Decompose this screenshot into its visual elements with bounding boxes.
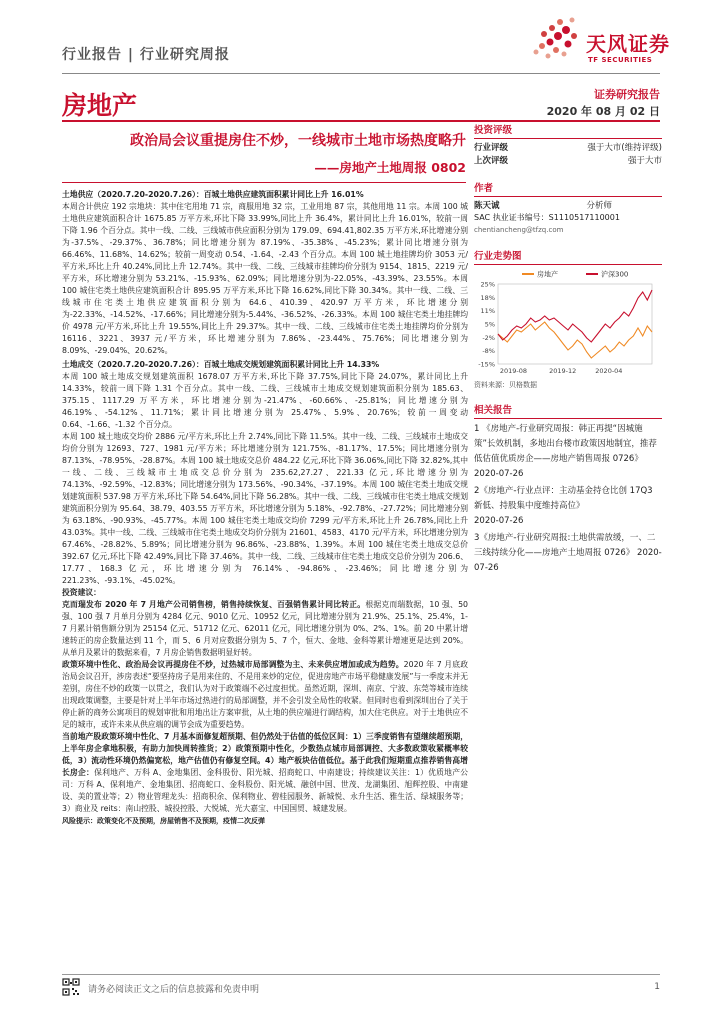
paragraph-text: 本周合计供应 192 宗地块：其中住宅用地 71 宗，商服用地 32 宗，工业用地 87 宗，其他用地 11 宗。本周 100 城土地供应建筑面积合计 1675.85 万平方米,环比下降 33.99%,同比上升 36.4%，累计同比上升 16.01%，较前一周下降 1.96 个百分点。其中一线、二线、三线城市供应面积分别为 179.09、694.41,802.35 万平方米,环比增速分别为-37.5%、-29.37%、36.78%；同比增速分别为 87.19%、-35.38%、-45.23%；累计同比增速分别为 66.46%、11.68%、14.62%；较前一周变动 0.54、-1.64、-2.43 个百分点。本周 100 城土地挂牌均价 3053 元/平方米,环比上升 40.24%,同比上升 12.74%。其中一线、二线、三线城市挂牌均价分别为 9154、1815、2219 元/平方米，环比增速分别为 53.21%、-15.93%、62.09%；同比增速分别为-22.05%、-43.39%、23.55%。本周 100 城住宅类土地供应建筑面积合计 895.95 万平方米,环比下降 16.62%,同比下降 30.34%。其中一线、二线、三线城市住宅类土地供应建筑面积分别为 64.6、410.39、420.97 万平方米，环比增速分别为-22.33%、-14.52%、-17.66%；同比增速分别为-5.44%、-36.52%、-26.33%。本周 100 城住宅类土地挂牌均价 4978 元/平方米,环比上升 19.55%,同比上升 29.37%。其中一线、二线、三线城市住宅类土地挂牌均价分别为 16116、3221、3937 元/平方米，环比增速分别为 7.86%、-23.44%、75.76%；同比增速分别为 8.09%、-29.04%、20.62%。 (62, 202, 468, 355)
logo-text-en: TF SECURITIES (588, 56, 653, 64)
y-tick-label: 18% (480, 293, 495, 302)
company-logo (528, 12, 698, 72)
sidebar (474, 122, 662, 578)
y-tick-label: -2% (482, 333, 495, 342)
paragraph-text: 保利地产、万科 A、金地集团、金科股份、阳光城、招商蛇口、中南建设；持续建议关注：1）优质地产公司：万科 A、保利地产、金地集团、招商蛇口、金科股份、阳光城、融创中国、世茂、龙湖集团、旭辉控股、中南建设、美的置业等；2）物业管理龙头：招商积余、保利物业、碧桂园服务、新城悦、永升生活、雅生活、绿城服务等；3）商业及 reits：南山控股、城投控股、大悦城、光大嘉宝、中国国贸、城建发展。 (62, 768, 469, 813)
sub-title: ——房地产土地周报 0802 (314, 160, 466, 175)
paragraph-policy (62, 659, 468, 731)
related-report[interactable] (474, 422, 662, 482)
y-tick-label: 11% (480, 307, 495, 316)
paragraph-transaction (62, 359, 468, 431)
related-report[interactable] (474, 484, 662, 529)
logo-dots-icon (528, 12, 582, 66)
chart-source: 资料来源：贝格数据 (474, 381, 537, 389)
rating-heading: 投资评级 (474, 122, 662, 139)
x-tick-label: 2020-04 (595, 367, 623, 375)
paragraph-lead-tail: 4）地产板块估值低位。基于此我们短期重点推荐销售高增长房企： (62, 756, 468, 777)
author-heading: 作者 (474, 180, 662, 197)
related-report[interactable] (474, 531, 662, 576)
report-type: 证券研究报告 (594, 88, 660, 101)
sector-title: 房地产 (62, 91, 138, 120)
y-tick-label: 25% (480, 280, 495, 289)
paragraph-price: 本周 100 城土地成交均价 2886 元/平方米,环比上升 2.74%,同比下降 11.5%。其中一线、二线、三线城市土地成交均价分别为 12693、727、1981 元/平方米；环比增速分别为 121.75%、-81.17%、17.5%；同比增速分别为 87.13%、-78.95%、-28.87%。本周 100 城土地成交总价 484.22 亿元,环比下降 36.06%,同比下降 32.82%,其中一线、二线、三线城市土地成交总价分别为 235.62,27.27、221.33 亿元,环比增速分别为 74.13%、-92.59%、-12.83%；同比增速分别为 173.56%、-90.34%、-37.19%。本周 100 城住宅类土地成交规划建筑面积 537.98 万平方米,环比下降 54.64%,同比下降 56.28%。其中一线、二线、三线城市住宅类土地成交规划建筑面积分别为 95.64、38.79、403.55 万平方米，环比增速分别为 5.18%、-92.78%、-27.72%；同比增速分别为 63.18%、-90.93%、-45.77%。本周 100 城住宅类土地成交均价 7299 元/平方米,环比上升 26.78%,同比上升 43.03%。其中一线、二线、三线城市住宅类土地成交均价分别为 21601、4583、4170 元/平方米，环比增速分别为 67.46%、-28.82%、5.89%；同比增速分别为 96.86%、-23.88%、1.39%。本周 100 城住宅类土地成交总价 392.67 亿元,环比下降 42.49%,同比下降 37.46%。其中一线、二线、三线城市住宅类土地成交总价分别为 206.6、17.77、168.3 亿元，环比增速分别为 76.14%、-94.86%、-23.46%；同比增速分别为 221.23%、-93.1%、-45.02%。 (62, 432, 468, 585)
related-report-date: 2020-07-26 (474, 469, 524, 479)
related-report-title[interactable]: 2《房地产-行业点评：主动基金持仓比创 17Q3 新低、持股集中度维持高位》 (474, 486, 653, 511)
report-category: 行业报告 | 行业研究周报 (62, 47, 230, 63)
main-title: 政治局会议重提房住不炒，一线城市土地市场热度略升 (130, 133, 466, 149)
author-email[interactable]: chentiancheng@tfzq.com (474, 226, 564, 234)
paragraph-text: 2020 年 7 月底政治局会议召开，涉房表述“要坚持房子是用来住的、不是用来炒的定位，促进房地产市场平稳健康发展”与一季度末并无差别，房住不炒的政策一以贯之，我们认为对于政策端不必过度担忧。虽然近期，深圳、南京、宁波、东莞等城市连续出现政策调整，主要是针对上半年市场过热进行的局部调整，并不会引发全局性的收紧。但同时也看到深圳出台了关于停止新的商务公寓项目的规划审批和用地出让方案审批，从土地的供应端进行调结构，加大住宅供应。对于土地供应不足的城市，或许未来从供应端的调节会成为重要趋势。 (62, 660, 468, 729)
trend-chart-svg (474, 268, 662, 378)
footer-divider (62, 974, 660, 975)
y-tick-label: -15% (478, 360, 495, 369)
paragraph-lead: 当前地产股政策环境中性化、7 月基本面修复超预期、但仍然处于估值的低位区间：1）三季度销售有望继续超预期，上半年房企拿地积极，有助力加快周转推货；2）政策预期中性化，少数热点城市局部调控、大多数政策收紧概率较低，3）流动性环境仍然偏宽松，地产估值仍有修复空间。 (62, 732, 468, 765)
rating-row (474, 142, 662, 155)
author-row (474, 200, 662, 212)
y-tick-label: -8% (482, 347, 495, 356)
paragraph-lead: 政策环境中性化、政治局会议再提房住不炒，过热城市局部调整为主、未来供应增加或成为趋势。 (62, 660, 404, 669)
x-tick-label: 2019-12 (549, 367, 577, 375)
rating-value: 强于大市(维持评级) (587, 143, 662, 153)
paragraph-lead: 克而瑞发布 2020 年 7 月地产公司销售榜，销售持续恢复、百强销售累计同比转正。 (62, 600, 366, 609)
paragraph-text: 根据克而瑞数据，10 强、50 强、100 强 7 月单月分别为 4284 亿元、9010 亿元、10952 亿元，同比增速分别为 21.9%、25.1%、25.4%，1-7 月累计销售额分别为 25154 亿元、51712 亿元、62011 亿元，同比增速分别为 0%、2%、1%。前 20 中累计增速转正的房企数量达到 11 个，而 5、6 月对应数据分别为 5、7 个，恒大、金地、金科等累计增速更是达到 20%。从单月及累计的数据来看，7 月房企销售数据明显好转。 (62, 600, 468, 657)
related-report-date: 2020-07-26 (474, 516, 524, 526)
paragraph-sales (62, 599, 468, 659)
rating-row (474, 155, 662, 168)
logo-text: 天风证券 (586, 32, 670, 56)
trend-chart (474, 268, 662, 378)
header-divider (62, 73, 660, 74)
related-heading: 相关报告 (474, 402, 662, 419)
trend-heading: 行业走势图 (474, 248, 662, 265)
series-line-csi300 (498, 290, 652, 342)
x-tick-label: 2019-08 (499, 367, 527, 375)
y-tick-label: 5% (484, 320, 495, 329)
rating-label: 上次评级 (474, 156, 509, 166)
related-report-title[interactable]: 1 《房地产-行业研究周报：韩正再提“因城施策”长效机制，多地出台楼市政策因地制宜，推荐低估值优质房企——房地产销售周报 0726》 (474, 424, 657, 464)
risk-note: 风险提示：政策变化不及预期，房屋销售不及预期，疫情二次反弹 (62, 817, 265, 825)
rating-label: 行业评级 (474, 143, 509, 153)
chart-frame (498, 284, 652, 364)
related-report-title[interactable]: 3《房地产-行业研究周报:土地供需放缓，一、二三线持续分化——房地产土地周报 0726》 (474, 533, 656, 558)
author-role: 分析师 (586, 201, 612, 211)
paragraph-lead: 土地成交（2020.7.20-2020.7.26）：百城土地成交规划建筑面积累计同比上升 14.33% (62, 360, 380, 369)
page-number: 1 (654, 982, 660, 992)
legend-label: 沪深300 (601, 270, 629, 279)
report-date: 2020 年 08 月 02 日 (546, 105, 660, 118)
legend-label: 房地产 (537, 270, 558, 279)
related-report-date: 2020-07-26 (474, 548, 662, 573)
paragraph-lead: 土地供应（2020.7.20-2020.7.26）：百城土地供应建筑面积累计同比上升 16.01% (62, 190, 364, 199)
rating-value: 强于大市 (627, 156, 662, 166)
invest-heading: 投资建议： (62, 588, 101, 597)
footer-disclaimer[interactable]: 请务必阅读正文之后的信息披露和免责申明 (88, 985, 260, 995)
report-body (62, 189, 468, 827)
paragraph-text: 本周 100 城土地成交规划建筑面积 1678.07 万平方米,环比下降 37.75%,同比下降 24.07%，累计同比上升 14.33%，较前一周下降 1.31 个百分点。其中一线、二线、三线城市土地成交规划建筑面积分别为 185.63、375.15、1117.29 万平方米，环比增速分别为-21.47%、-60.66%、-25.81%；同比增速分别为 46.19%、-54.12%、11.71%；累计同比增速分别为 25.47%、5.9%、20.76%；较前一周变动 0.64、-1.66、-1.32 个百分点。 (62, 372, 468, 429)
paragraph-supply (62, 189, 468, 357)
author-name: 陈天诚 (474, 201, 500, 211)
qr-code-icon (62, 978, 80, 996)
paragraph-recommend (62, 731, 468, 815)
author-sac: SAC 执业证书编号：S1110517110001 (474, 213, 620, 222)
subtitle-divider (62, 182, 466, 183)
